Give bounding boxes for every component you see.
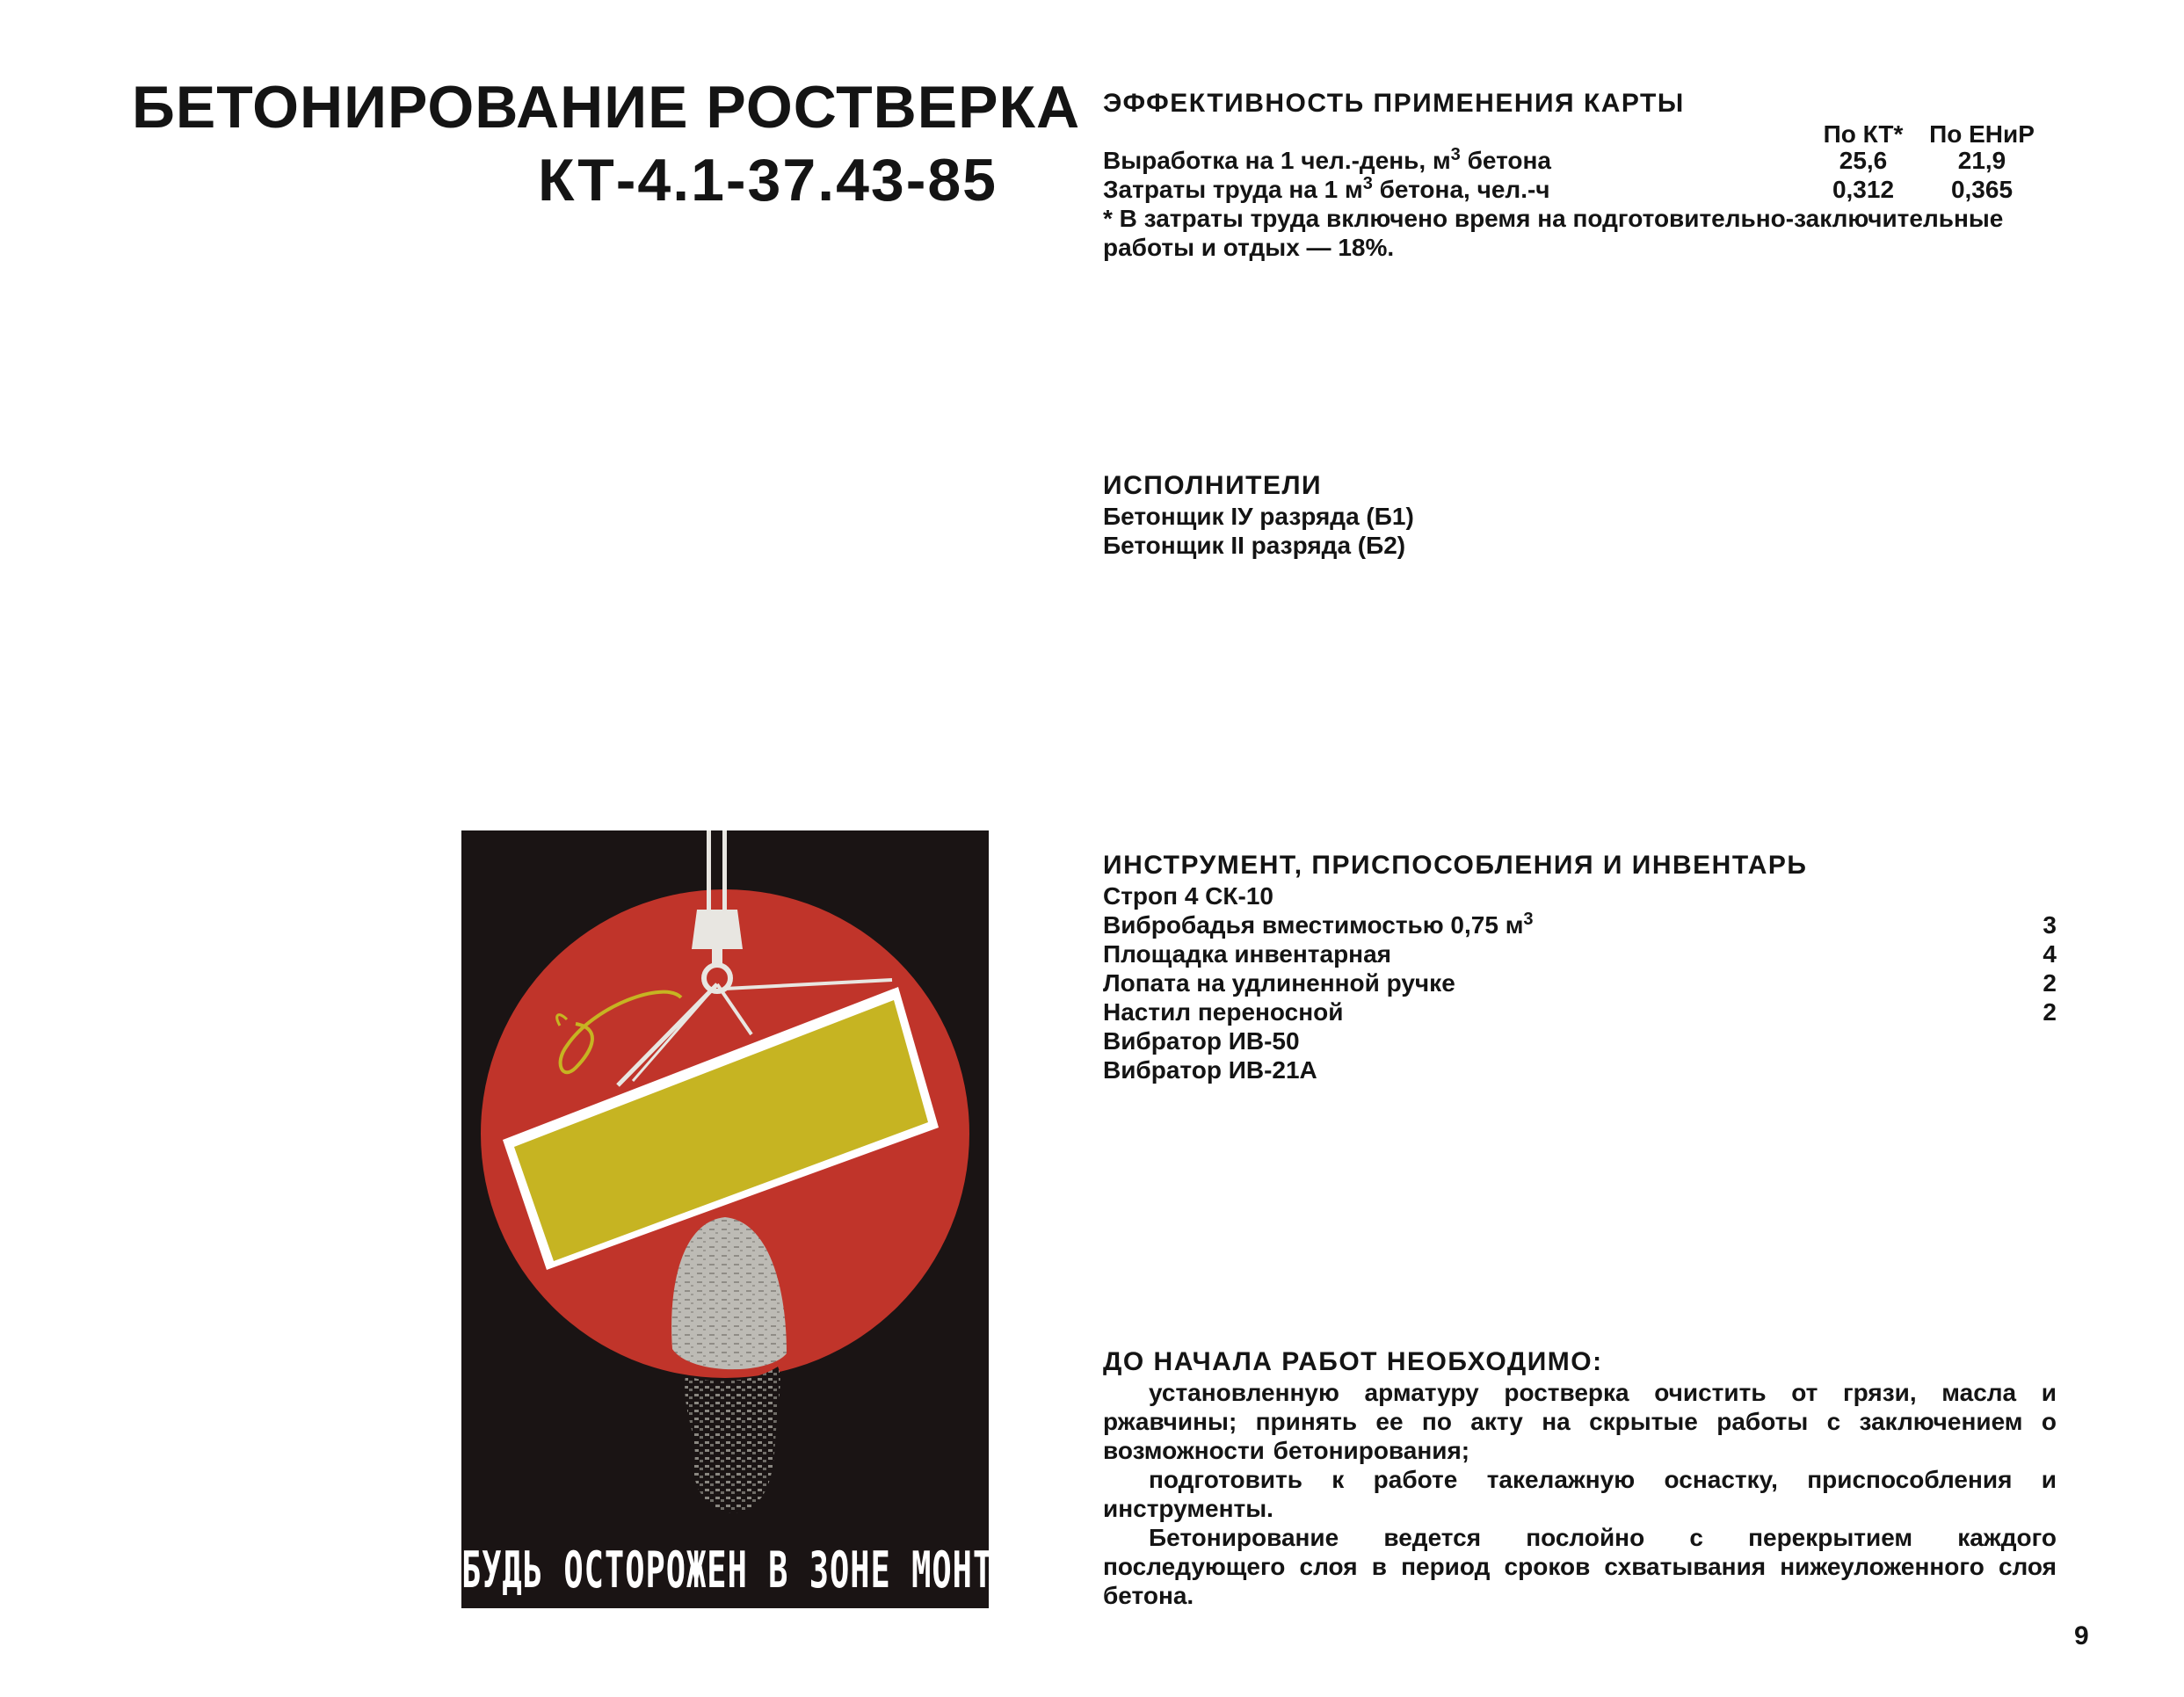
performers-heading: ИСПОЛНИТЕЛИ <box>1103 471 1323 500</box>
tool-item <box>1103 1026 2057 1055</box>
efficiency-heading: ЭФФЕКТИВНОСТЬ ПРИМЕНЕНИЯ КАРТЫ <box>1103 89 1685 118</box>
label-text: бетона, чел.-ч <box>1372 176 1550 203</box>
tools-heading: ИНСТРУМЕНТ, ПРИСПОСОБЛЕНИЯ И ИНВЕНТАРЬ <box>1103 851 1808 880</box>
tool-label <box>1103 939 1391 968</box>
efficiency-row-label <box>1103 175 1550 204</box>
document-title: БЕТОНИРОВАНИЕ РОСТВЕРКА <box>132 74 1081 141</box>
efficiency-table-body <box>1103 146 2057 204</box>
label-text: Строп 4 СК-10 <box>1103 882 1273 910</box>
tool-quantity: 4 <box>2043 940 2057 968</box>
efficiency-table-header <box>1103 120 2057 146</box>
tool-item <box>1103 997 2057 1026</box>
unit-exponent: 3 <box>1523 910 1534 929</box>
efficiency-footnote: * В затраты труда включено время на подготовительно-заключительные работы и отдых — 18%. <box>1103 205 2004 261</box>
instruction-paragraph: подготовить к работе такелажную оснастку, приспособления и инструменты. <box>1103 1466 2057 1522</box>
tool-quantity: 2 <box>2043 969 2057 997</box>
tool-item <box>1103 1055 2057 1084</box>
tool-label <box>1103 881 1273 910</box>
hook-cable <box>722 830 727 914</box>
tool-label <box>1103 997 1343 1026</box>
title-block <box>132 72 1081 218</box>
tool-item <box>1103 881 2057 910</box>
hook-block <box>692 910 743 949</box>
unit-exponent: 3 <box>1362 174 1373 193</box>
tool-label <box>1103 968 1455 997</box>
tool-item <box>1103 910 2057 939</box>
value-kt: 25,6 <box>1839 147 1888 174</box>
column-header-enir: По ЕНиР <box>1929 120 2035 148</box>
value-enir: 21,9 <box>1957 147 2006 174</box>
label-text: Настил переносной <box>1103 998 1344 1026</box>
label-text: Лопата на удлиненной ручке <box>1103 969 1455 997</box>
tool-item <box>1103 939 2057 968</box>
label-text: Площадка инвентарная <box>1103 940 1391 968</box>
label-text: бетона <box>1460 147 1552 174</box>
value-kt: 0,312 <box>1832 176 1895 203</box>
label-text: Затраты труда на 1 м <box>1103 176 1363 203</box>
before-work-section <box>1103 1346 2057 1610</box>
tools-section <box>1103 850 2057 1084</box>
column-header-kt: По КТ* <box>1823 120 1904 148</box>
value-enir: 0,365 <box>1950 176 2013 203</box>
performer-item: Бетонщик IУ разряда (Б1) <box>1103 503 1414 530</box>
instruction-paragraph: установленную арматуру ростверка очистить от грязи, масла и ржавчины; принять ее по акту на скрытые работы с заключением о возможности бетонирования; <box>1103 1379 2057 1464</box>
efficiency-row-label <box>1103 146 1551 175</box>
document-code: КТ-4.1-37.43-85 <box>538 147 998 214</box>
tools-list <box>1103 881 2057 1084</box>
label-text: Выработка на 1 чел.-день, м <box>1103 147 1451 174</box>
page-number: 9 <box>2074 1621 2089 1650</box>
efficiency-row <box>1103 175 2057 204</box>
efficiency-section <box>1103 88 2057 262</box>
label-text: Вибробадья вместимостью 0,75 м <box>1103 911 1524 939</box>
safety-poster <box>461 830 1056 1608</box>
unit-exponent: 3 <box>1450 145 1461 164</box>
hook-cable <box>707 830 711 914</box>
poster-illustration <box>461 830 1056 1608</box>
tool-item <box>1103 968 2057 997</box>
instruction-paragraph: Бетонирование ведется послойно с перекрытием каждого последующего слоя в период сроков схватывания нижеуложенного слоя бетона. <box>1103 1524 2057 1609</box>
poster-caption: БУДЬ ОСТОРОЖЕН В ЗОНЕ МОНТАЖА <box>461 1541 1056 1599</box>
before-work-heading: ДО НАЧАЛА РАБОТ НЕОБХОДИМО: <box>1103 1347 1603 1376</box>
label-text: Вибратор ИВ-50 <box>1103 1027 1300 1055</box>
label-text: Вибратор ИВ-21А <box>1103 1056 1317 1084</box>
tool-quantity: 3 <box>2043 911 2057 939</box>
efficiency-row <box>1103 146 2057 175</box>
tool-quantity: 2 <box>2043 998 2057 1026</box>
tool-label <box>1103 1055 1317 1084</box>
tool-label <box>1103 1026 1300 1055</box>
tool-label <box>1103 910 1534 939</box>
performer-item: Бетонщик II разряда (Б2) <box>1103 532 1406 559</box>
performers-section <box>1103 470 2057 560</box>
